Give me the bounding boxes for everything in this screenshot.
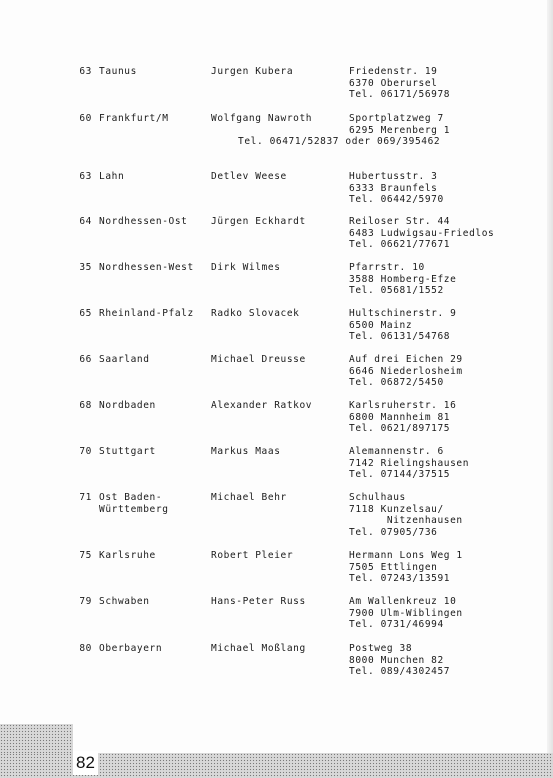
address-line: Friedenstr. 19 (349, 66, 438, 77)
address-line: Hultschinerstr. 9 (349, 308, 457, 319)
area-code-number: 80 (79, 643, 92, 654)
region-line: Württemberg (99, 503, 169, 515)
contact-name: Jurgen Kubera (211, 66, 294, 77)
region-name (99, 66, 137, 78)
region-name (99, 492, 169, 515)
area-code-number: 79 (79, 596, 92, 607)
address-line: 6646 Niederlosheim (349, 365, 463, 377)
address-line: 7900 Ulm-Wiblingen (349, 607, 463, 619)
region-line: Schwaben (99, 596, 150, 607)
address-line: Tel. 089/4302457 (349, 666, 451, 677)
address-line: 7118 Kunzelsau/ (349, 503, 444, 515)
region-line: Rheinland-Pfalz (99, 308, 194, 319)
contact-name: Jürgen Eckhardt (211, 216, 306, 227)
address-line: Auf drei Eichen 29 (349, 354, 463, 365)
area-code-number: 65 (79, 308, 92, 319)
address-line: Alemannenstr. 6 (349, 446, 444, 457)
contact-address (349, 596, 463, 631)
region-line: Oberbayern (99, 643, 163, 654)
area-code-number: 64 (79, 216, 92, 227)
area-code-number: 70 (79, 446, 92, 457)
contact-name: Alexander Ratkov (211, 400, 313, 411)
region-name (99, 446, 156, 458)
address-line: 6500 Mainz (349, 319, 413, 331)
contact-address (349, 113, 450, 136)
region-line: Taunus (99, 66, 137, 77)
area-code-number: 68 (79, 400, 92, 411)
region-name (99, 400, 156, 412)
contact-name: Radko Slovacek (211, 308, 300, 319)
contact-name: Michael Behr (211, 492, 287, 503)
address-line: Tel. 0731/46994 (349, 619, 444, 630)
address-line: Reiloser Str. 44 (349, 216, 451, 227)
address-line: Sportplatzweg 7 (349, 113, 444, 124)
region-line: Nordhessen-West (99, 262, 194, 273)
region-line: Karlsruhe (99, 550, 156, 561)
address-line: Tel. 06131/54768 (349, 331, 451, 342)
region-name (99, 262, 194, 274)
address-line: 6483 Ludwigsau-Friedlos (349, 227, 495, 239)
area-code-number: 63 (79, 171, 92, 182)
contact-address (349, 643, 450, 678)
contact-name: Michael Moßlang (211, 643, 306, 654)
region-line: Lahn (99, 171, 125, 182)
region-line: Stuttgart (99, 446, 156, 457)
contact-name: Robert Pleier (211, 550, 294, 561)
contact-name: Dirk Wilmes (211, 262, 281, 273)
region-name (99, 596, 150, 608)
address-line: Tel. 06442/5970 (349, 194, 444, 205)
area-code-number: 66 (79, 354, 92, 365)
address-line: 6333 Braunfels (349, 182, 438, 194)
address-line: 7142 Rielingshausen (349, 457, 470, 469)
contact-name: Wolfgang Nawroth (211, 113, 313, 124)
region-line: Frankfurt/M (99, 113, 169, 124)
address-line: Tel. 05681/1552 (349, 285, 444, 296)
address-line: 6370 Oberursel (349, 77, 438, 89)
area-code-number: 63 (79, 66, 92, 77)
region-name (99, 216, 187, 228)
address-line: Tel. 07243/13591 (349, 573, 451, 584)
contact-name: Markus Maas (211, 446, 281, 457)
footer-dot-pattern-left (0, 724, 73, 753)
address-line: 6800 Mannheim 81 (349, 411, 451, 423)
address-line: 3588 Homberg-Efze (349, 273, 457, 285)
contact-address (349, 171, 444, 206)
phone-line: Tel. 06471/52837 oder 069/395462 (238, 136, 441, 147)
contact-name: Detlev Weese (211, 171, 287, 182)
contact-name: Hans-Peter Russ (211, 596, 306, 607)
address-line: Tel. 06171/56978 (349, 89, 451, 100)
area-code-number: 75 (79, 550, 92, 561)
address-line: Schulhaus (349, 492, 406, 503)
address-line: Am Wallenkreuz 10 (349, 596, 457, 607)
contact-address (349, 550, 463, 585)
address-line: Tel. 06621/77671 (349, 239, 451, 250)
address-line: Karlsruherstr. 16 (349, 400, 457, 411)
area-code-number: 35 (79, 262, 92, 273)
address-line: Tel. 06872/5450 (349, 377, 444, 388)
address-line: Hermann Lons Weg 1 (349, 550, 463, 561)
contact-name: Michael Dreusse (211, 354, 306, 365)
region-name (99, 308, 194, 320)
address-line: Hubertusstr. 3 (349, 171, 438, 182)
contact-address (349, 354, 463, 389)
address-line: Tel. 07905/736 (349, 526, 438, 538)
contact-address (349, 446, 469, 481)
page-number: 82 (73, 751, 98, 775)
region-line: Saarland (99, 354, 150, 365)
address-line: Tel. 07144/37515 (349, 469, 451, 480)
region-name (99, 171, 124, 183)
address-line: 7505 Ettlingen (349, 561, 438, 573)
region-name (99, 113, 169, 125)
address-line: Pfarrstr. 10 (349, 262, 425, 273)
page-edge-shadow (547, 0, 553, 778)
region-name (99, 643, 162, 655)
contact-address (349, 66, 450, 101)
contact-address (349, 308, 456, 343)
address-line: Tel. 0621/897175 (349, 423, 451, 434)
contact-address (349, 492, 463, 538)
region-line: Nordhessen-Ost (99, 216, 188, 227)
contact-address (349, 400, 456, 435)
address-line: Postweg 38 (349, 643, 413, 654)
contact-address (349, 262, 456, 297)
region-line: Ost Baden- (99, 492, 163, 503)
address-line: 6295 Merenberg 1 (349, 124, 451, 136)
address-line: 8000 Munchen 82 (349, 654, 444, 666)
area-code-number: 71 (79, 492, 92, 503)
area-code-number: 60 (79, 113, 92, 124)
region-name (99, 354, 150, 366)
region-line: Nordbaden (99, 400, 156, 411)
address-line: Nitzenhausen (349, 515, 463, 526)
contact-address (349, 216, 494, 251)
region-name (99, 550, 156, 562)
